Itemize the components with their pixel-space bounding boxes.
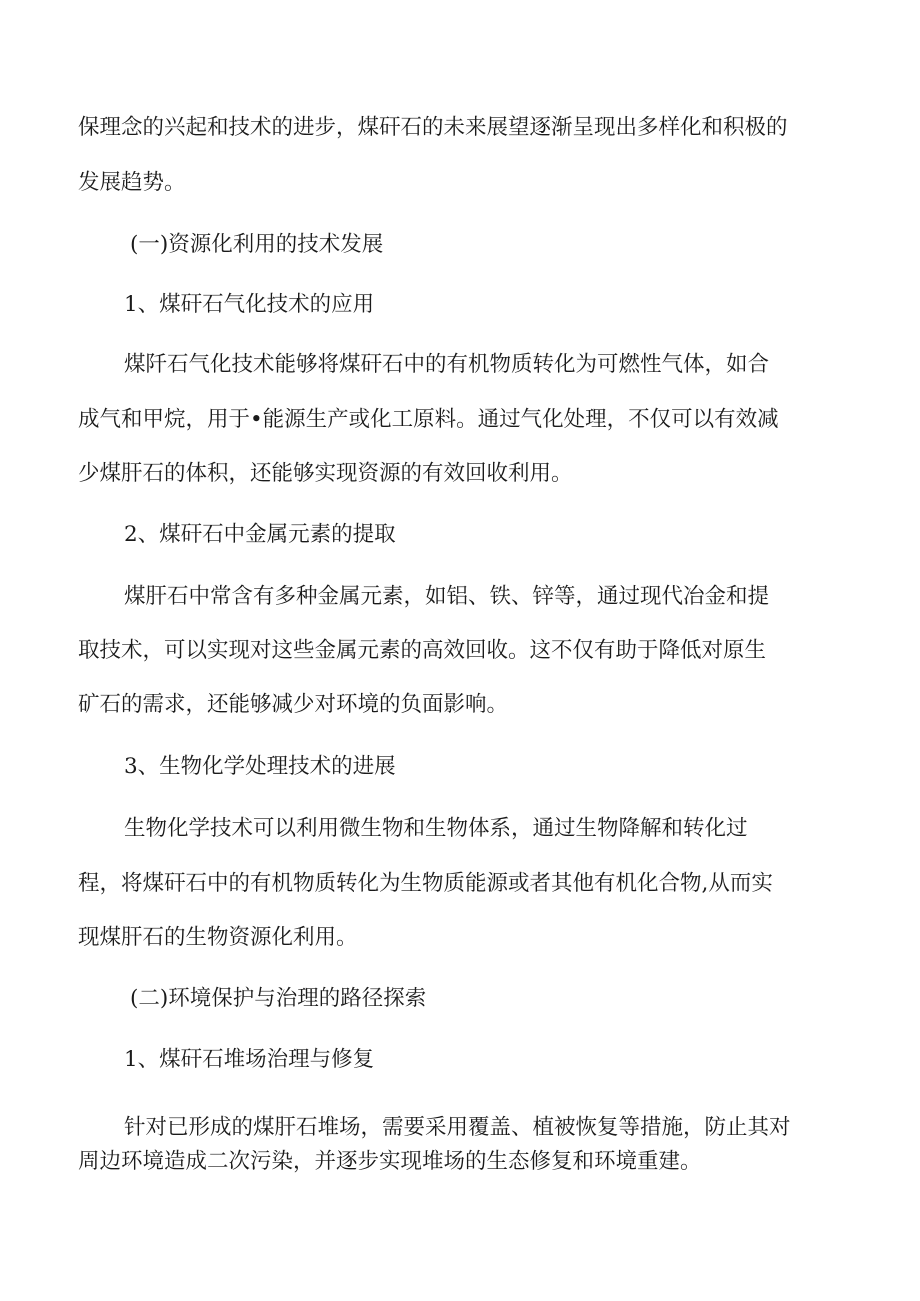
paragraph-intro-line-2: 发展趋势。 [78, 170, 186, 195]
subheading-biochemical: 3、生物化学处理技术的进展 [124, 754, 396, 779]
paragraph-metal-extraction-line-2: 取技术，可以实现对这些金属元素的高效回收。这不仅有助于降低对原生 [78, 638, 767, 663]
paragraph-stockyard-line-2: 周边环境造成二次污染，并逐步实现堆场的生态修复和环境重建。 [78, 1149, 702, 1174]
subheading-stockyard-remediation: 1、煤矸石堆场治理与修复 [124, 1047, 375, 1072]
paragraph-gasification-line-2: 成气和甲烷，用于•能源生产或化工原料。通过气化处理，不仅可以有效减 [78, 407, 779, 432]
subheading-metal-extraction: 2、煤矸石中金属元素的提取 [124, 522, 396, 547]
paragraph-gasification-line-3: 少煤肝石的体积，还能够实现资源的有效回收利用。 [78, 461, 573, 486]
paragraph-metal-extraction-line-3: 矿石的需求，还能够减少对环境的负面影响。 [78, 692, 509, 717]
paragraph-biochemical-line-2: 程，将煤矸石中的有机物质转化为生物质能源或者其他有机化合物,从而实 [78, 871, 773, 896]
section-heading-resource-utilization: (一)资源化利用的技术发展 [130, 232, 384, 257]
paragraph-stockyard-line-1: 针对已形成的煤肝石堆场，需要采用覆盖、植被恢复等措施，防止其对 [124, 1115, 791, 1140]
paragraph-gasification-line-1: 煤阡石气化技术能够将煤矸石中的有机物质转化为可燃性气体，如合 [124, 352, 770, 377]
paragraph-metal-extraction-line-1: 煤肝石中常含有多种金属元素，如铝、铁、锌等，通过现代冶金和提 [124, 584, 770, 609]
paragraph-biochemical-line-3: 现煤肝石的生物资源化利用。 [78, 925, 358, 950]
subheading-gasification: 1、煤矸石气化技术的应用 [124, 292, 375, 317]
paragraph-biochemical-line-1: 生物化学技术可以利用微生物和生物体系，通过生物降解和转化过 [124, 816, 748, 841]
section-heading-environmental-protection: (二)环境保护与治理的路径探索 [130, 986, 427, 1011]
paragraph-intro-line-1: 保理念的兴起和技术的进步，煤矸石的未来展望逐渐呈现出多样化和积极的 [78, 115, 788, 140]
